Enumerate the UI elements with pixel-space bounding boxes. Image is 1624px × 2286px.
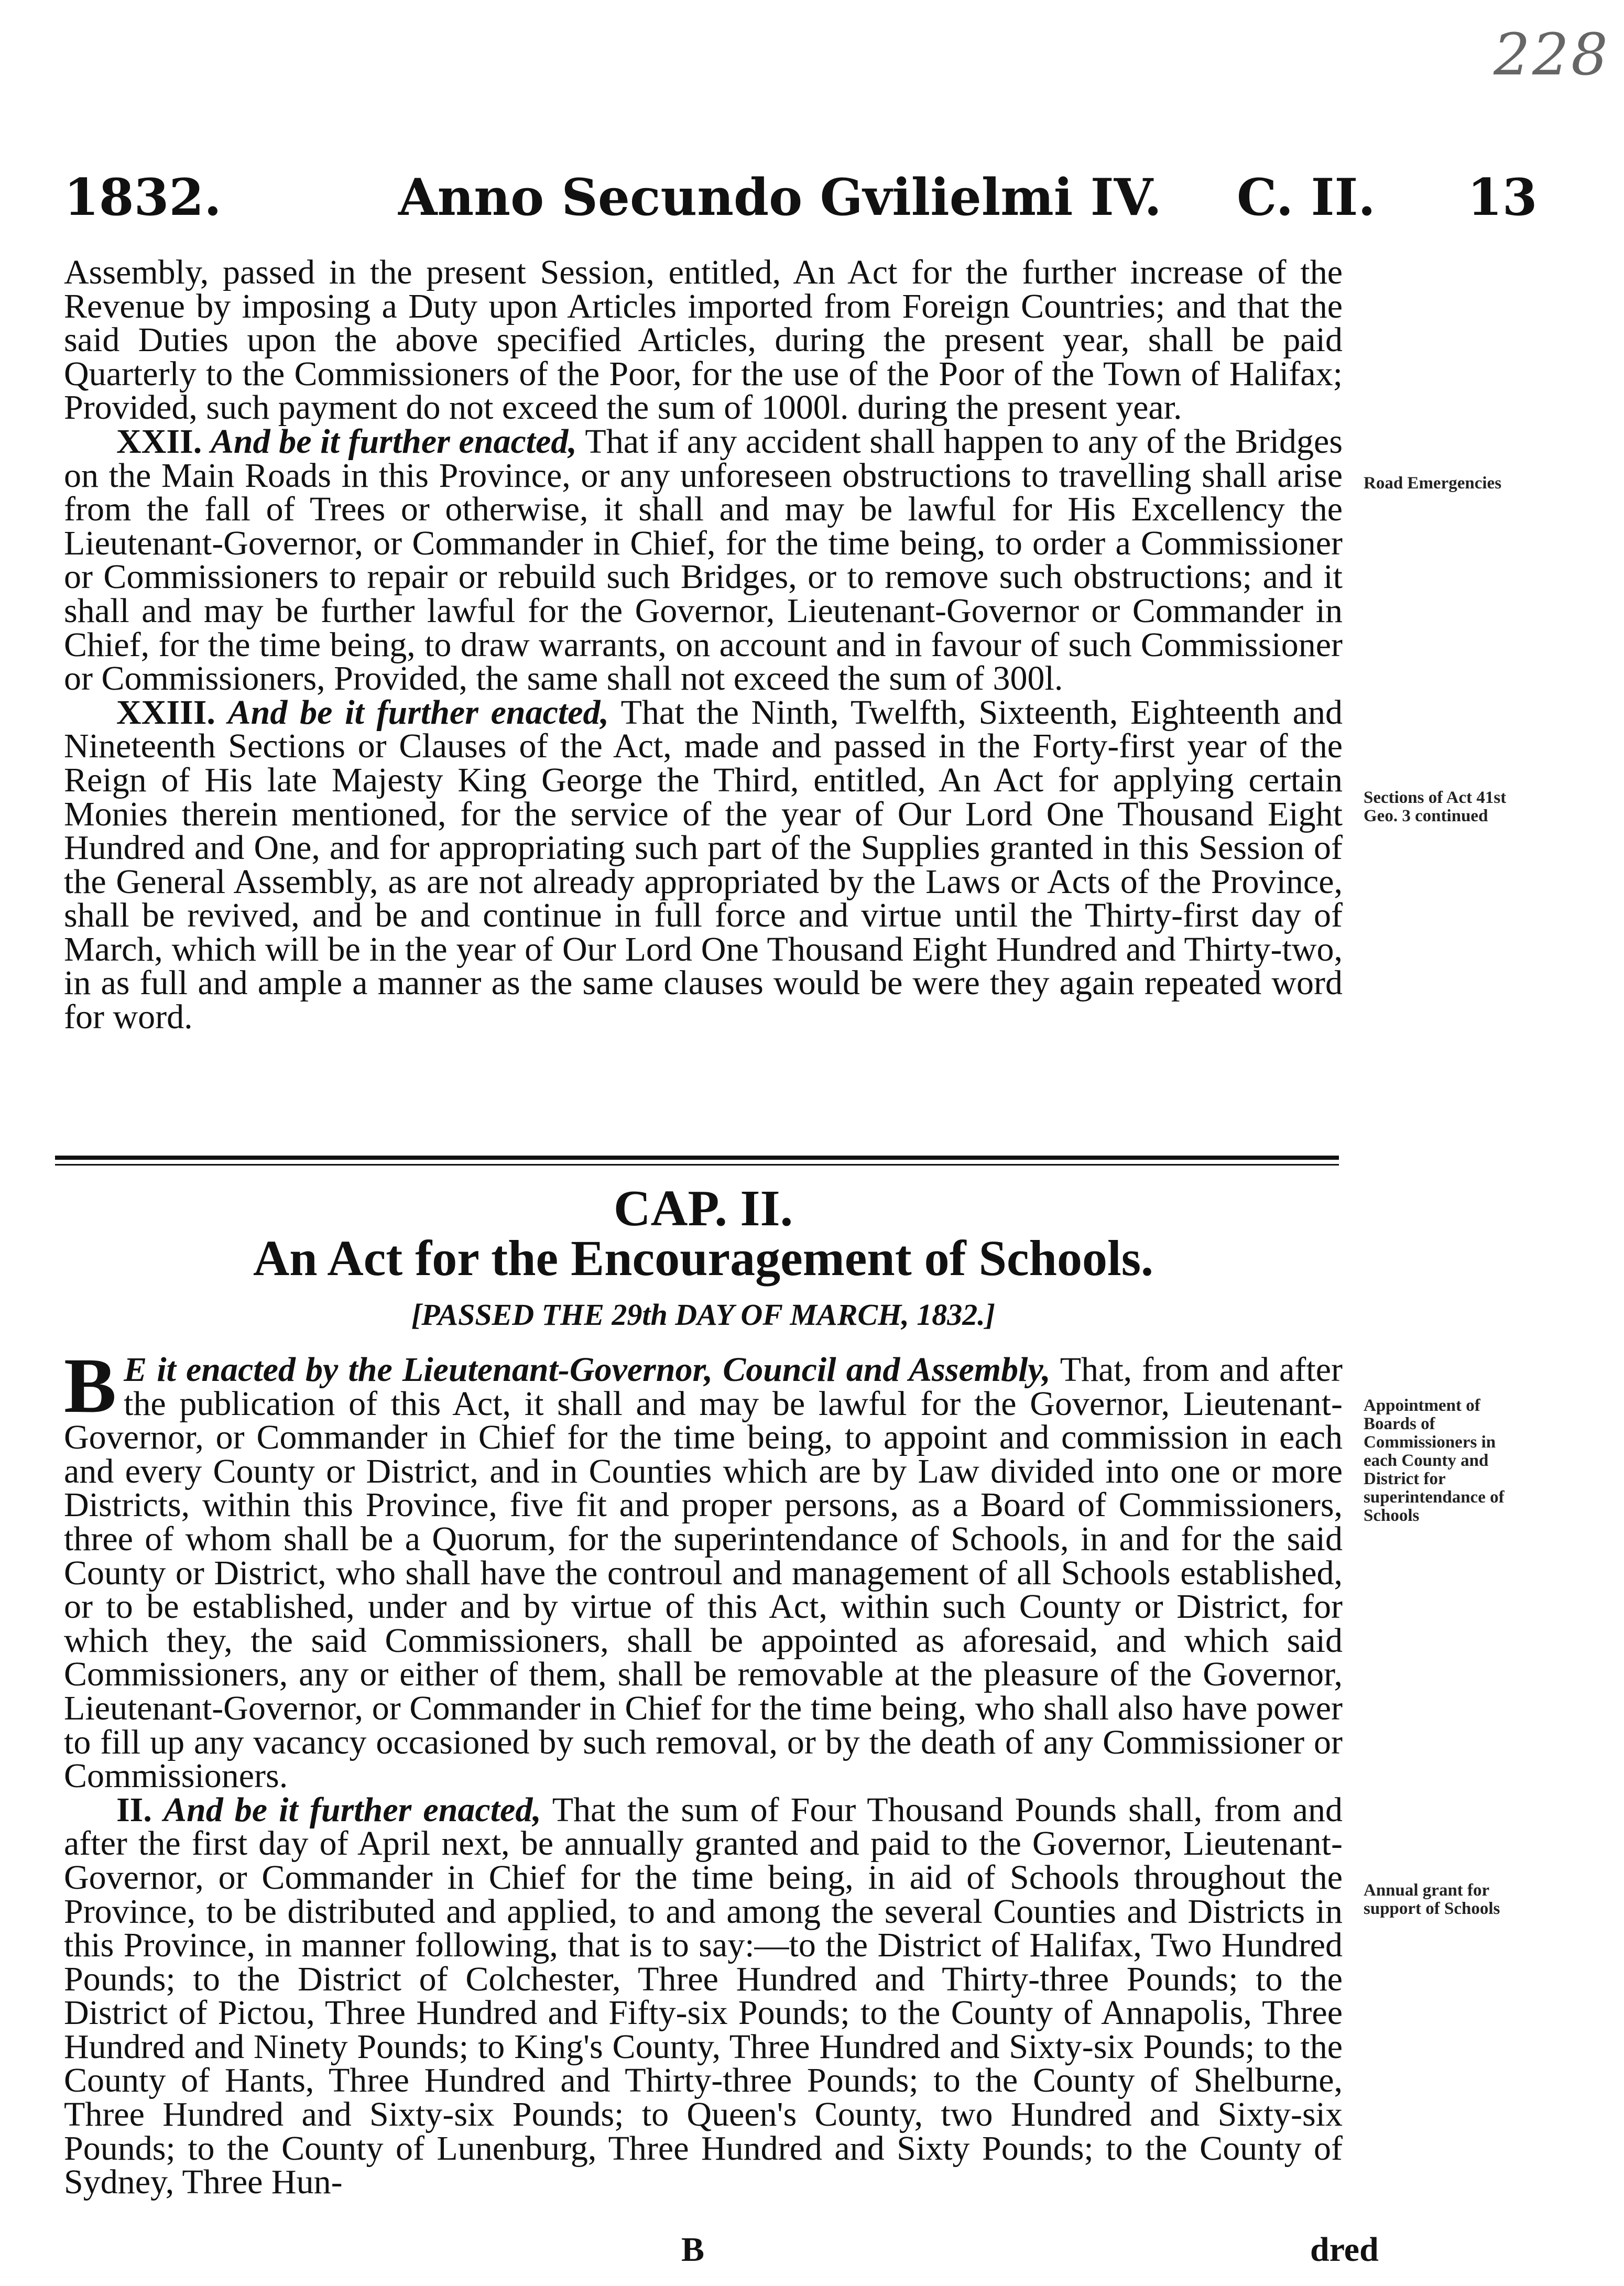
- drop-cap: B: [64, 1342, 117, 1429]
- running-head-year: 1832.: [64, 168, 222, 227]
- catchword: dred: [1310, 2230, 1379, 2269]
- section-text: That the Ninth, Twelfth, Sixteenth, Eighteenth and Nineteenth Sections or Clauses of the Act, made and passed in the Forty-first year of the Reign of His late Majesty King George the Third, entitled, An Act for applying certain Monies therein mentioned, for the service of the year of Our Lord One Thousand Eight Hundred and One, and for appropriating such part of the Supplies granted in this Session of the General Assembly, as are not already appropriated by the Laws or Acts of the Province, shall be revived, and be and continue in full force and virtue until the Thirty-first day of March, which will be in the year of Our Lord One Thousand Eight Hundred and Thirty-two, in as full and ample a manner as the same clauses would be were they again repeated word for word.: [64, 693, 1343, 1037]
- chapter-number: CAP. II.: [613, 1180, 793, 1237]
- section-text: That the sum of Four Thousand Pounds shall, from and after the first day of April next, be annually granted and paid to the Governor, Lieutenant-Governor, or Commander in Chief for the time being, in aid of Schools throughout the Province, to be distributed and applied, to and among the several Counties and Districts in this Province, in manner following, that is to say:—to the District of Halifax, Two Hundred Pounds; to the District of Colchester, Three Hundred and Thirty-three Pounds; to the District of Pictou, Three Hundred and Fifty-six Pounds; to the County of Annapolis, Three Hundred and Ninety Pounds; to King's County, Three Hundred and Sixty-six Pounds; to the County of Hants, Three Hundred and Thirty-three Pounds; to the County of Shelburne, Three Hundred and Sixty-six Pounds; to Queen's County, two Hundred and Sixty-six Pounds; to the County of Lunenburg, Three Hundred and Sixty Pounds; to the County of Sydney, Three Hun-: [64, 1790, 1343, 2202]
- continuation-paragraph: Assembly, passed in the present Session, entitled, An Act for the further increase of the Revenue by imposing a Duty upon Articles imported from Foreign Countries; and that the said Duties upon the above specified Articles, during the present year, shall be paid Quarterly to the Commissioners of the Poor, for the use of the Poor of the Town of Halifax; Provided, such payment do not exceed the sum of 1000l. during the present year.: [64, 253, 1343, 427]
- running-head-chapter: C. II.: [1237, 168, 1376, 227]
- section-22: [64, 422, 1343, 698]
- margin-note-annual-grant: Annual grant for support of Schools: [1364, 1881, 1500, 1918]
- section-divider-thin: [55, 1164, 1339, 1166]
- section-2: [64, 1790, 1343, 2202]
- section-number: XXIII.: [116, 693, 215, 732]
- margin-note-sections-continued: Sections of Act 41st Geo. 3 continued: [1364, 788, 1507, 825]
- margin-note-road-emergencies: Road Emergencies: [1364, 474, 1502, 493]
- running-head: [0, 168, 1624, 246]
- running-head-title: Anno Secundo Gvilielmi IV.: [398, 168, 1162, 227]
- page-number: 13: [1467, 168, 1538, 227]
- signature-mark: B: [681, 2230, 705, 2269]
- top-section: [64, 253, 1343, 1037]
- section-23: [64, 693, 1343, 1037]
- enacting-clause: [64, 1342, 1343, 1795]
- section-text: That if any accident shall happen to any of the Bridges on the Main Roads in this Province, or any unforeseen obstructions to travelling shall arise from the fall of Trees or otherwise, it shall and may be lawful for His Excellency the Lieutenant-Governor, or Commander in Chief, for the time being, to order a Commissioner or Commissioners to repair or rebuild such Bridges, or to remove such obstructions; and it shall and may be further lawful for the Governor, Lieutenant-Governor or Commander in Chief, for the time being, to draw warrants, on account and in favour of such Commissioner or Commissioners, Provided, the same shall not exceed the sum of 300l.: [64, 422, 1343, 698]
- section-text: That, from and after the publication of this Act, it shall and may be lawful for the Governor, Lieutenant-Governor, or Commander in Chief for the time being, to appoint and commission in each and every County or District, and in Counties which are by Law divided into one or more Districts, within this Province, five fit and proper persons, as a Board of Commissioners, three of whom shall be a Quorum, for the superintendance of Schools, in and for the said County or District, who shall have the controul and management of all Schools established, or to be established, under and by virtue of this Act, within such County or District, for which they, the said Commissioners, shall be appointed as aforesaid, and which said Commissioners, any or either of them, shall be removable at the pleasure of the Governor, Lieutenant-Governor, or Commander in Chief for the time being, who shall also have power to fill up any vacancy occasioned by such removal, or by the death of any Commissioner or Commissioners.: [64, 1351, 1343, 1795]
- section-divider-thick: [55, 1156, 1339, 1160]
- enacting-phrase: E it enacted by the Lieutenant-Governor, Council and Assembly,: [124, 1351, 1051, 1389]
- chapter-title: An Act for the Encouragement of Schools.: [253, 1230, 1154, 1286]
- section-number: XXII.: [116, 422, 202, 461]
- enacting-phrase: And be it further enacted,: [227, 693, 609, 732]
- enacting-phrase: And be it further enacted,: [210, 422, 577, 461]
- margin-note-appointment: Appointment of Boards of Commissioners in each County and District for superintendance of Schools: [1364, 1396, 1505, 1525]
- passed-date: [PASSED THE 29th DAY OF MARCH, 1832.]: [411, 1298, 996, 1332]
- section-number: II.: [116, 1790, 152, 1829]
- handwritten-folio-number: 228: [1494, 21, 1610, 88]
- enacting-phrase: And be it further enacted,: [163, 1790, 541, 1829]
- chapter-body: [64, 1342, 1343, 2202]
